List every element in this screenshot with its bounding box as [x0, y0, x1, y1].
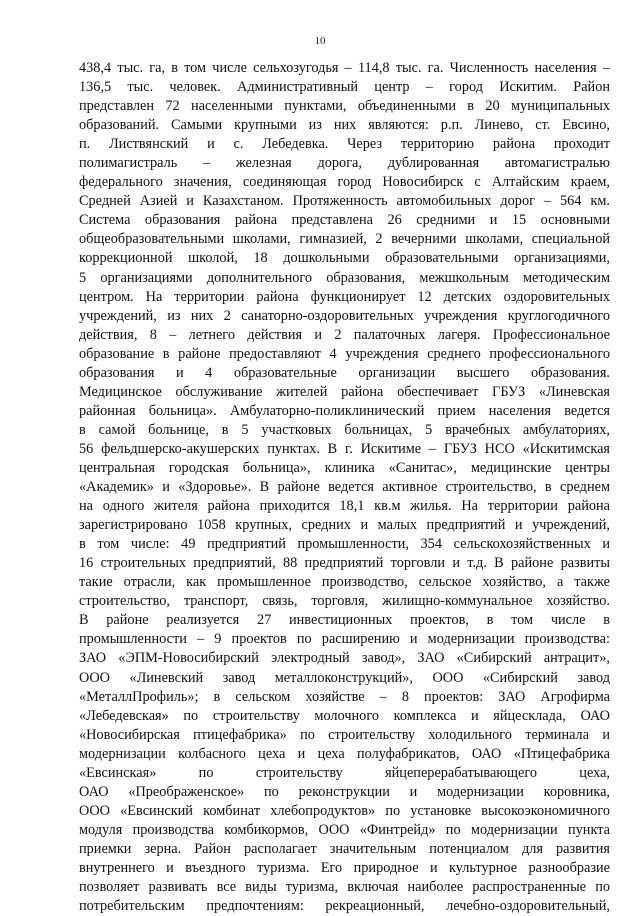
text-line: модернизации колбасного цеха и цеха полуфабрикатов, ОАО «Птицефабрика [79, 745, 610, 762]
text-line: 136,5 тыс. человек. Административный центр – город Искитим. Район [79, 79, 610, 96]
text-line: «Новосибирская птицефабрика» по строительству холодильного терминала и [79, 726, 610, 743]
text-line: районная больница». Амбулаторно-поликлинический прием населения ведется [79, 402, 610, 419]
text-line: представлен 72 населенными пунктами, объединенными в 20 муниципальных [79, 98, 610, 115]
text-line: коррекционной школой, 18 дошкольными образовательными организациями, [79, 250, 610, 267]
text-line: центром. На территории района функционирует 12 детских оздоровительных [79, 288, 610, 305]
text-line: общеобразовательными школами, гимназией, 2 вечерними школами, специальной [79, 231, 610, 248]
text-line: 5 организациями дополнительного образования, межшкольным методическим [79, 269, 610, 286]
text-line: «МеталлПрофиль»; в сельском хозяйстве – 8 проектов: ЗАО Агрофирма [79, 688, 610, 705]
page-number: 10 [314, 35, 326, 47]
text-line: позволяет развивать все виды туризма, включая наиболее распространенные по [79, 879, 610, 896]
text-line: п. Листвянский и с. Лебедевка. Через территорию района проходит [79, 136, 610, 153]
text-line: образования и 4 образовательные организации высшего образования. [79, 364, 610, 381]
text-line: промышленности – 9 проектов по расширению и модернизации производства: [79, 631, 610, 648]
text-line: ЗАО «ЭПМ-Новосибирский электродный завод», ЗАО «Сибирский антрацит», [79, 650, 610, 667]
text-line: Средней Азией и Казахстаном. Протяженность автомобильных дорог – 564 км. [79, 193, 610, 210]
text-line: «Академик» и «Здоровье». В районе ведется активное строительство, в среднем [79, 479, 610, 496]
text-line: зарегистрировано 1058 крупных, средних и малых предприятий и учреждений, [79, 517, 610, 534]
text-line: федерального значения, соединяющая город Новосибирск с Алтайским краем, [79, 174, 610, 191]
text-line: такие отрасли, как промышленное производство, сельское хозяйство, а также [79, 574, 610, 591]
text-line: полимагистраль – железная дорога, дублированная автомагистралью [79, 155, 610, 172]
text-line: центральная городская больница», клиника «Санитас», медицинские центры [79, 459, 610, 476]
text-line: 438,4 тыс. га, в том числе сельхозугодья – 114,8 тыс. га. Численность населения – [79, 60, 610, 76]
text-line: «Евсинская» по строительству яйцеперерабатывающего цеха, [79, 764, 610, 781]
text-line: «Лебедевская» по строительству молочного комплекса и яйцесклада, ОАО [79, 707, 610, 724]
text-line: ООО «Евсинский комбинат хлебопродуктов» по установке высокоэкономичного [79, 802, 610, 819]
text-line: 16 строительных предприятий, 88 предприятий торговли и т.д. В районе развиты [79, 555, 610, 572]
text-line: в самой больнице, в 5 участковых больницах, 5 врачебных амбулаториях, [79, 421, 610, 438]
text-line: строительство, транспорт, связь, торговля, жилищно-коммунальное хозяйство. [79, 593, 610, 610]
text-line: действия, 8 – летнего действия и 2 палаточных лагеря. Профессиональное [79, 326, 610, 343]
text-line: модуля производства комбикормов, ООО «Финтрейд» по модернизации пункта [79, 821, 610, 838]
text-line: Система образования района представлена 26 средними и 15 основными [79, 212, 610, 229]
text-line: образование в районе предоставляют 4 учреждения среднего профессионального [79, 345, 610, 362]
text-line: учреждений, из них 2 санаторно-оздоровительных учреждения круглогодичного [79, 307, 610, 324]
text-line: потребительским предпочтениям: рекреационный, лечебно-оздоровительный, [79, 898, 610, 915]
text-line: приемки зерна. Район располагает значительным потенциалом для развития [79, 840, 610, 857]
text-line: образований. Самыми крупными из них являются: р.п. Линево, ст. Евсино, [79, 117, 610, 134]
text-line: в том числе: 49 предприятий промышленности, 354 сельскохозяйственных и [79, 536, 610, 553]
text-line: внутреннего и въездного туризма. Его природное и культурное разнообразие [79, 859, 610, 876]
text-line: ООО «Линевский завод металлоконструкций», ООО «Сибирский завод [79, 669, 610, 686]
text-line: В районе реализуется 27 инвестиционных проектов, в том числе в [79, 612, 610, 629]
text-line: Медицинское обслуживание жителей района обеспечивает ГБУЗ «Линевская [79, 383, 610, 400]
text-line: на одного жителя района приходится 18,1 кв.м жилья. На территории района [79, 498, 610, 515]
text-line: 56 фельдшерско-акушерских пунктах. В г. Искитиме – ГБУЗ НСО «Искитимская [79, 440, 610, 457]
body-text [79, 59, 610, 916]
text-line: ОАО «Преображенское» по реконструкции и модернизации коровника, [79, 783, 610, 800]
